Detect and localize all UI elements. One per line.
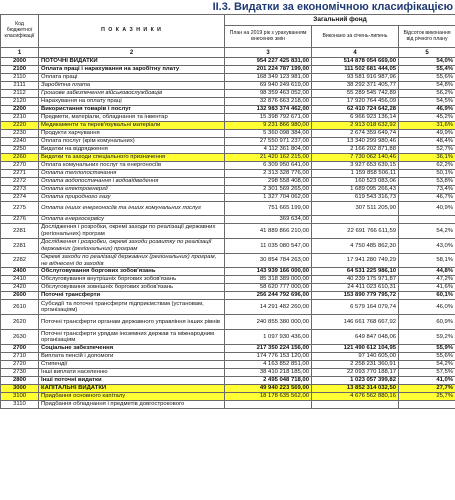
table-row [1, 178, 455, 186]
row-code: 2630 [1, 330, 39, 345]
table-row [1, 393, 455, 401]
row-name: Використання товарів і послуг [39, 106, 225, 114]
row-plan: 15 398 792 671,00 [225, 114, 312, 122]
row-percent: 25,7% [399, 393, 455, 401]
table-row [1, 239, 455, 254]
row-name: Оплата енергосервісу [39, 216, 225, 224]
row-plan: 5 360 098 384,00 [225, 130, 312, 138]
row-percent: 55,4% [399, 66, 455, 74]
row-executed: 1 159 858 506,11 [312, 170, 399, 178]
table-row [1, 361, 455, 369]
row-plan: 1 327 704 062,00 [225, 194, 312, 202]
table-row [1, 300, 455, 315]
row-code: 2272 [1, 178, 39, 186]
row-percent: 48,4% [399, 138, 455, 146]
row-code: 2282 [1, 254, 39, 268]
table-row [1, 385, 455, 393]
row-percent: 54,8% [399, 82, 455, 90]
row-code: 2610 [1, 300, 39, 315]
row-plan: 11 035 080 547,00 [225, 239, 312, 254]
row-executed: 38 292 371 405,77 [312, 82, 399, 90]
row-code: 2200 [1, 106, 39, 114]
table-row [1, 330, 455, 345]
row-plan: 174 776 153 120,00 [225, 353, 312, 361]
row-percent: 41,6% [399, 284, 455, 292]
row-percent [399, 216, 455, 224]
row-executed: 649 847 048,06 [312, 330, 399, 345]
table-row [1, 401, 455, 409]
row-name: Заробітна плата [39, 82, 225, 90]
row-plan [225, 401, 312, 409]
row-executed: 121 490 612 104,95 [312, 345, 399, 353]
row-plan: 132 983 374 462,00 [225, 106, 312, 114]
row-executed: 40 239 175 971,87 [312, 276, 399, 284]
row-code: 2100 [1, 66, 39, 74]
row-executed: 1 689 095 266,43 [312, 186, 399, 194]
row-plan: 143 939 166 000,00 [225, 268, 312, 276]
row-name: Поточні трансферти [39, 292, 225, 300]
row-name: Оплата праці [39, 74, 225, 82]
table-row [1, 345, 455, 353]
table-row [1, 154, 455, 162]
row-plan: 18 178 635 562,00 [225, 393, 312, 401]
general-fund-header: Загальний фонд [225, 15, 455, 26]
row-code: 2230 [1, 130, 39, 138]
executed-header: Виконано за січень-липень [312, 26, 399, 48]
row-executed: 24 411 023 610,31 [312, 284, 399, 292]
row-percent: 46,0% [399, 300, 455, 315]
table-row [1, 146, 455, 154]
row-code: 2274 [1, 194, 39, 202]
row-plan: 69 940 249 619,00 [225, 82, 312, 90]
row-executed: 22 691 766 611,59 [312, 224, 399, 239]
row-percent: 73,4% [399, 186, 455, 194]
row-percent: 47,2% [399, 276, 455, 284]
row-executed: 7 730 062 140,46 [312, 154, 399, 162]
row-percent: 46,7% [399, 194, 455, 202]
row-plan: 6 309 950 641,00 [225, 162, 312, 170]
row-executed: 64 531 225 986,10 [312, 268, 399, 276]
row-plan: 4 112 361 804,00 [225, 146, 312, 154]
row-code: 2273 [1, 186, 39, 194]
row-plan: 32 876 663 218,00 [225, 98, 312, 106]
row-percent: 27,7% [399, 385, 455, 393]
table-row [1, 216, 455, 224]
row-percent: 49,9% [399, 130, 455, 138]
row-name: ПОТОЧНІ ВИДАТКИ [39, 58, 225, 66]
row-code: 2730 [1, 369, 39, 377]
row-name: Поточні трансферти урядам іноземних держав та міжнародним організаціям [39, 330, 225, 345]
row-percent: 55,9% [399, 345, 455, 353]
row-code: 2240 [1, 138, 39, 146]
row-executed: 62 410 724 642,28 [312, 106, 399, 114]
row-code: 2800 [1, 377, 39, 385]
row-name: Нарахування на оплату праці [39, 98, 225, 106]
row-name: Оплата теплопостачання [39, 170, 225, 178]
row-code: 2260 [1, 154, 39, 162]
plan-header: План на 2019 рік з урахуванням внесених змін [225, 26, 312, 48]
table-row [1, 315, 455, 330]
row-executed: 3 927 653 639,15 [312, 162, 399, 170]
row-executed: 146 661 768 667,92 [312, 315, 399, 330]
table-row [1, 284, 455, 292]
row-name: Виплата пенсій і допомоги [39, 353, 225, 361]
row-plan: 201 224 787 199,00 [225, 66, 312, 74]
table-row [1, 254, 455, 268]
table-row [1, 82, 455, 90]
row-percent: 58,1% [399, 254, 455, 268]
row-name: Окремі заходи по реалізації державних (регіональних) програм, не віднесені до заходів [39, 254, 225, 268]
row-percent: 40,9% [399, 202, 455, 216]
table-row [1, 122, 455, 130]
column-number: 3 [225, 48, 312, 58]
row-code: 2410 [1, 276, 39, 284]
column-number: 5 [399, 48, 455, 58]
table-row [1, 292, 455, 300]
row-plan: 58 620 777 000,00 [225, 284, 312, 292]
table-row [1, 377, 455, 385]
row-plan: 168 349 123 981,00 [225, 74, 312, 82]
row-executed: 160 523 083,06 [312, 178, 399, 186]
row-code: 3100 [1, 393, 39, 401]
row-plan: 298 558 408,00 [225, 178, 312, 186]
row-executed: 4 676 562 880,16 [312, 393, 399, 401]
table-row [1, 224, 455, 239]
row-executed: 2 258 231 360,91 [312, 361, 399, 369]
row-plan: 751 665 199,00 [225, 202, 312, 216]
table-row [1, 130, 455, 138]
row-code: 3000 [1, 385, 39, 393]
row-name: Медикаменти та перев'язувальні матеріали [39, 122, 225, 130]
row-code: 2276 [1, 216, 39, 224]
row-name: Стипендії [39, 361, 225, 369]
row-plan: 1 097 930 436,00 [225, 330, 312, 345]
row-name: Обслуговування внутрішніх боргових зобов'язань [39, 276, 225, 284]
row-percent: 54,2% [399, 361, 455, 369]
table-row [1, 170, 455, 178]
row-percent: 56,2% [399, 90, 455, 98]
row-percent: 57,5% [399, 369, 455, 377]
row-plan: 217 350 224 156,00 [225, 345, 312, 353]
table-header [1, 15, 455, 58]
row-plan: 49 940 223 569,00 [225, 385, 312, 393]
row-percent: 50,1% [399, 170, 455, 178]
row-name: Предмети, матеріали, обладнання та інвентар [39, 114, 225, 122]
column-number: 2 [39, 48, 225, 58]
row-percent: 54,2% [399, 224, 455, 239]
row-plan: 954 227 425 831,00 [225, 58, 312, 66]
row-plan: 2 313 328 776,00 [225, 170, 312, 178]
row-code: 2720 [1, 361, 39, 369]
row-executed: 2 674 359 649,74 [312, 130, 399, 138]
table-row [1, 66, 455, 74]
row-plan: 2 495 048 718,00 [225, 377, 312, 385]
row-executed [312, 401, 399, 409]
row-executed [312, 216, 399, 224]
row-executed: 2 913 018 632,92 [312, 122, 399, 130]
row-code: 2600 [1, 292, 39, 300]
row-name: Оплата інших енергоносіїв та інших комунальних послуг [39, 202, 225, 216]
row-code: 2281 [1, 239, 39, 254]
row-executed: 153 890 779 795,72 [312, 292, 399, 300]
row-executed: 97 140 605,00 [312, 353, 399, 361]
row-code: 2420 [1, 284, 39, 292]
row-name: Продукти харчування [39, 130, 225, 138]
row-percent: 45,2% [399, 114, 455, 122]
row-percent: 54,0% [399, 58, 455, 66]
table-body [1, 58, 455, 409]
row-percent: 44,8% [399, 268, 455, 276]
column-number: 4 [312, 48, 399, 58]
row-executed: 1 023 057 399,82 [312, 377, 399, 385]
row-executed: 93 581 916 987,96 [312, 74, 399, 82]
row-executed: 2 166 202 871,88 [312, 146, 399, 154]
row-executed: 6 579 164 079,74 [312, 300, 399, 315]
row-name: Видатки та заходи спеціального призначення [39, 154, 225, 162]
table-row [1, 58, 455, 66]
row-code: 3110 [1, 401, 39, 409]
row-plan: 369 634,00 [225, 216, 312, 224]
row-plan: 240 855 380 000,00 [225, 315, 312, 330]
column-number: 1 [1, 48, 39, 58]
row-code: 2271 [1, 170, 39, 178]
row-plan: 38 410 218 185,00 [225, 369, 312, 377]
row-executed: 4 750 485 862,30 [312, 239, 399, 254]
table-row [1, 74, 455, 82]
row-plan: 41 889 866 210,00 [225, 224, 312, 239]
row-name: Дослідження і розробки, окремі заходи розвитку по реалізації державних (регіональних) програм [39, 239, 225, 254]
table-row [1, 186, 455, 194]
row-name: Соціальне забезпечення [39, 345, 225, 353]
row-code: 2111 [1, 82, 39, 90]
row-executed: 22 093 770 188,17 [312, 369, 399, 377]
row-percent: 43,0% [399, 239, 455, 254]
row-percent: 31,6% [399, 122, 455, 130]
table-row [1, 268, 455, 276]
table-row [1, 369, 455, 377]
row-name: Обслуговування зовнішніх боргових зобов'язань [39, 284, 225, 292]
row-name: Обслуговування боргових зобов'язань [39, 268, 225, 276]
row-name: Грошове забезпечення військовослужбовців [39, 90, 225, 98]
row-code: 2120 [1, 98, 39, 106]
row-code: 2275 [1, 202, 39, 216]
row-plan: 256 244 792 696,00 [225, 292, 312, 300]
row-plan: 14 291 482 260,00 [225, 300, 312, 315]
row-code: 2220 [1, 122, 39, 130]
table-row [1, 353, 455, 361]
row-name: Оплата праці і нарахування на заробітну плату [39, 66, 225, 74]
row-name: Оплата електроенергії [39, 186, 225, 194]
table-row [1, 138, 455, 146]
row-plan: 85 318 389 000,00 [225, 276, 312, 284]
row-percent: 62,2% [399, 162, 455, 170]
row-percent: 46,9% [399, 106, 455, 114]
row-executed: 6 966 923 136,14 [312, 114, 399, 122]
expenditure-table [0, 14, 455, 409]
row-executed: 55 289 545 742,89 [312, 90, 399, 98]
row-name: Інші виплати населенню [39, 369, 225, 377]
row-name: Поточні трансферти органам державного управління інших рівнів [39, 315, 225, 330]
row-code: 2270 [1, 162, 39, 170]
row-percent: 52,7% [399, 146, 455, 154]
section-title: ІІ.3. Видатки за економічною класифікацією [212, 1, 453, 13]
row-plan: 4 163 852 851,00 [225, 361, 312, 369]
row-plan: 2 301 569 265,00 [225, 186, 312, 194]
row-name: Оплата послуг (крім комунальних) [39, 138, 225, 146]
row-name: Оплата комунальних послуг та енергоносіїв [39, 162, 225, 170]
row-name: Інші поточні видатки [39, 377, 225, 385]
row-plan: 98 359 463 052,00 [225, 90, 312, 98]
row-executed: 307 511 205,90 [312, 202, 399, 216]
row-name: Оплата водопостачання і водовідведення [39, 178, 225, 186]
table-row [1, 114, 455, 122]
row-name: Видатки на відрядження [39, 146, 225, 154]
row-code: 2112 [1, 90, 39, 98]
row-executed: 619 543 316,73 [312, 194, 399, 202]
row-name: Придбання основного капіталу [39, 393, 225, 401]
row-code: 2620 [1, 315, 39, 330]
row-code: 2400 [1, 268, 39, 276]
code-header: Код бюджетної класифікації [1, 15, 39, 48]
row-code: 2000 [1, 58, 39, 66]
row-name: КАПІТАЛЬНІ ВИДАТКИ [39, 385, 225, 393]
row-percent: 55,6% [399, 353, 455, 361]
row-plan: 27 550 971 237,00 [225, 138, 312, 146]
row-plan: 30 854 784 263,00 [225, 254, 312, 268]
row-name: Субсидії та поточні трансферти підприємствам (установам, організаціям) [39, 300, 225, 315]
table-row [1, 202, 455, 216]
row-code: 2710 [1, 353, 39, 361]
row-executed: 111 502 681 444,05 [312, 66, 399, 74]
table-row [1, 98, 455, 106]
row-name: Оплата природного газу [39, 194, 225, 202]
row-executed: 17 920 764 456,09 [312, 98, 399, 106]
table-row [1, 90, 455, 98]
row-percent: 54,5% [399, 98, 455, 106]
table-row [1, 106, 455, 114]
row-code: 2700 [1, 345, 39, 353]
indicators-header: П О К А З Н И К И [39, 15, 225, 48]
row-percent [399, 401, 455, 409]
row-plan: 21 420 162 215,00 [225, 154, 312, 162]
row-percent: 60,1% [399, 292, 455, 300]
row-percent: 36,1% [399, 154, 455, 162]
row-percent: 59,2% [399, 330, 455, 345]
row-plan: 9 231 866 980,00 [225, 122, 312, 130]
row-code: 2110 [1, 74, 39, 82]
table-row [1, 276, 455, 284]
row-name: Дослідження і розробки, окремі заходи по реалізації державних (регіональних) програм [39, 224, 225, 239]
row-code: 2281 [1, 224, 39, 239]
row-percent: 41,0% [399, 377, 455, 385]
row-percent: 60,9% [399, 315, 455, 330]
row-executed: 17 941 280 749,29 [312, 254, 399, 268]
row-code: 2210 [1, 114, 39, 122]
row-executed: 13 852 314 032,50 [312, 385, 399, 393]
table-row [1, 194, 455, 202]
percent-header: Відсоток виконання від річного плану [399, 26, 455, 48]
row-percent: 55,6% [399, 74, 455, 82]
row-percent: 53,8% [399, 178, 455, 186]
table-row [1, 162, 455, 170]
row-executed: 514 878 054 669,00 [312, 58, 399, 66]
row-executed: 13 340 299 980,46 [312, 138, 399, 146]
row-name: Придбання обладнання і предметів довгострокового [39, 401, 225, 409]
row-code: 2250 [1, 146, 39, 154]
